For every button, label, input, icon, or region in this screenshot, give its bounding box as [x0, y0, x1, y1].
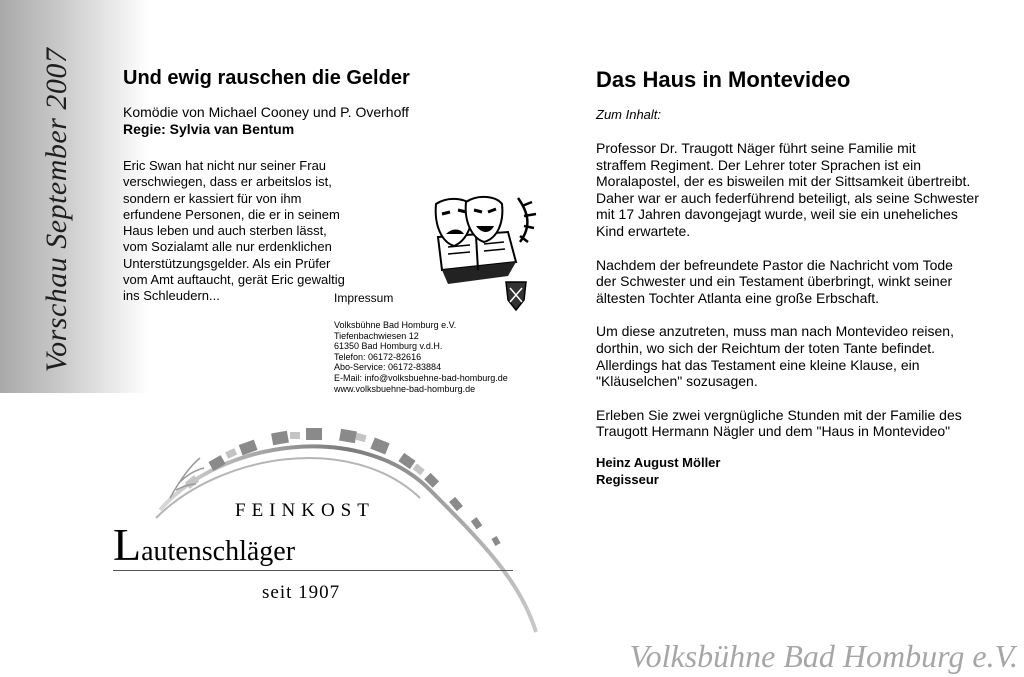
logo-feinkost: FEINKOST — [235, 500, 375, 521]
paragraph-line: Moralapostel, der es bisweilen mit der Sittsamkeit übertreibt. — [596, 173, 971, 190]
sidebar-title: Vorschau September 2007 — [40, 47, 73, 373]
body-line: Haus leben und auch sterben lässt, — [123, 223, 327, 239]
right-article-intro: Zum Inhalt: — [596, 107, 662, 122]
logo-since: seit 1907 — [262, 582, 341, 603]
left-article — [123, 66, 453, 305]
right-article — [596, 66, 1016, 488]
impressum-line: Volksbühne Bad Homburg e.V. — [334, 320, 457, 330]
article-paragraph — [596, 140, 1016, 240]
body-line: verschwiegen, dass er arbeitslos ist, — [123, 174, 332, 190]
body-line: vom Sozialamt alle nur erdenklichen — [123, 239, 332, 255]
paragraph-line: Daher war er auch federführend beteiligt, als seine Schwester — [596, 189, 979, 206]
signature-name: Heinz August Möller — [596, 454, 721, 470]
left-article-subtitle: Komödie von Michael Cooney und P. Overhoff — [123, 104, 409, 120]
impressum-line: Tiefenbachwiesen 12 — [334, 330, 419, 341]
body-line: Unterstützungsgelder. Als ein Prüfer — [123, 255, 331, 271]
paragraph-line: Erleben Sie zwei vergnügliche Stunden mit der Familie des — [596, 406, 962, 423]
body-line: erfundene Personen, die er in seinem — [123, 206, 340, 222]
signature-role: Regisseur — [596, 471, 659, 487]
paragraph-line: Um diese anzutreten, muss man nach Montevideo reisen, — [596, 323, 954, 340]
paragraph-line: dorthin, wo sich der Reichtum der toten Tante befindet. — [596, 339, 936, 356]
impressum-email[interactable]: E-Mail: info@volksbuehne-bad-homburg.de — [334, 372, 508, 383]
signature — [596, 454, 1016, 488]
impressum-block — [334, 320, 508, 394]
paragraph-line: straffem Regiment. Der Lehrer toter Sprachen ist ein — [596, 156, 922, 173]
paragraph-line: Traugott Hermann Nägler und dem "Haus in Montevideo" — [596, 423, 951, 440]
left-article-title: Und ewig rauschen die Gelder — [123, 67, 410, 89]
body-line: sondern er kassiert für von ihm — [123, 190, 302, 206]
theatre-masks-icon — [428, 192, 540, 316]
logo-initial: L — [113, 519, 142, 570]
paragraph-line: Kind erwartete. — [596, 222, 691, 239]
paragraph-line: mit 17 Jahren davongejagt wurde, weil sie ein uneheliches — [596, 206, 958, 223]
paragraph-line: Allerdings hat das Testament eine kleine Klause, ein — [596, 356, 920, 373]
paragraph-line: Nachdem der befreundete Pastor die Nachricht vom Tode — [596, 256, 953, 273]
paragraph-line: Professor Dr. Traugott Näger führt seine Familie mit — [596, 140, 916, 156]
body-line: Eric Swan hat nicht nur seiner Frau — [123, 158, 327, 173]
impressum-line: 61350 Bad Homburg v.d.H. — [334, 341, 443, 352]
impressum-title: Impressum — [334, 291, 394, 305]
impressum-line: Telefon: 06172-82616 — [334, 351, 422, 362]
paragraph-line: der Schwester und ein Testament überbringt, winkt seiner — [596, 273, 953, 290]
body-line: ins Schleudern... — [123, 288, 220, 304]
paragraph-line: ältesten Tochter Atlanta eine große Erbschaft. — [596, 289, 880, 306]
paragraph-line: "Kläuselchen" sozusagen. — [596, 373, 758, 390]
left-article-director: Regie: Sylvia van Bentum — [123, 121, 295, 137]
footer-publisher: Volksbühne Bad Homburg e.V. — [629, 638, 1018, 674]
article-paragraph — [596, 323, 1016, 389]
left-article-body — [123, 158, 368, 305]
logo-name — [113, 519, 296, 570]
impressum-line: Abo-Service: 06172-83884 — [334, 362, 442, 373]
impressum-website[interactable]: www.volksbuehne-bad-homburg.de — [334, 383, 476, 394]
right-article-title: Das Haus in Montevideo — [596, 67, 851, 92]
logo-name-rest: autenschläger — [141, 536, 296, 567]
article-paragraph — [596, 407, 1016, 440]
article-paragraph — [596, 257, 1016, 307]
logo-divider — [113, 570, 513, 571]
body-line: vom Amt auftaucht, gerät Eric gewaltig — [123, 272, 345, 288]
